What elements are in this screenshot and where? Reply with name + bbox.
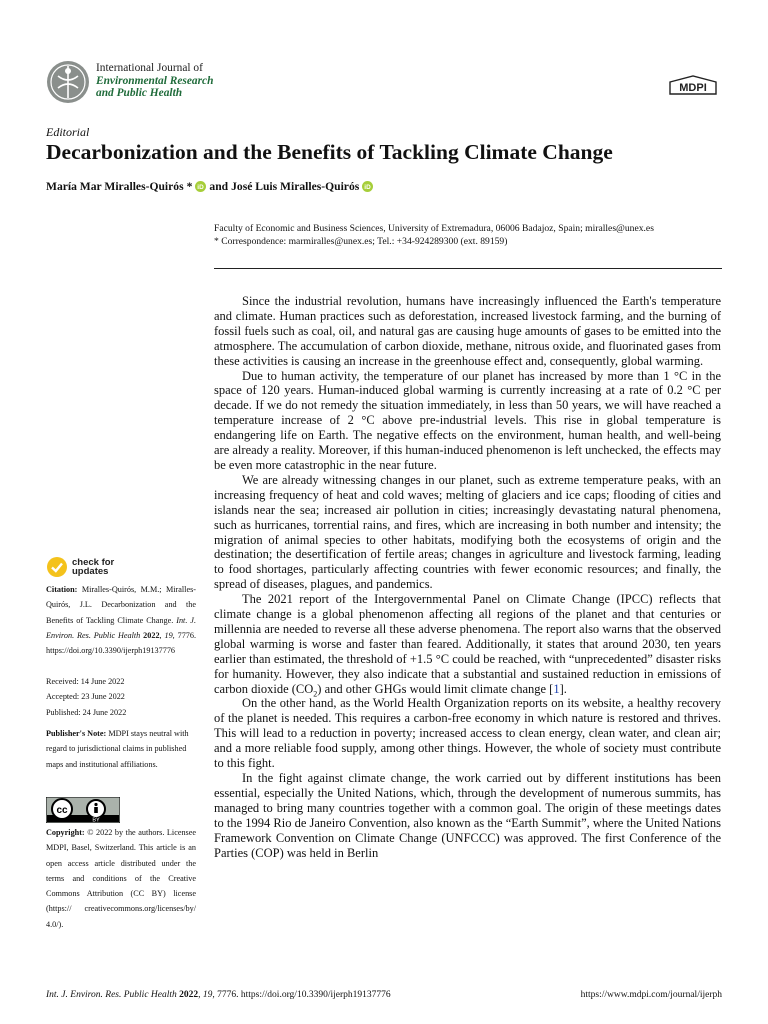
footer-doi[interactable]: , 7776. https://doi.org/10.3390/ijerph19137776 [212,990,391,1000]
corresponding-mark: * [186,180,193,193]
citation-doi[interactable]: , 7776. https://doi.org/10.3390/ijerph19137776 [46,630,197,656]
pubnote-text: MDPI stays neutral with regard to jurisdictional claims in published maps and institutional affiliations. [46,729,189,769]
correspondence: * Correspondence: marmiralles@unex.es; Tel.: +34-924289300 (ext. 89159) [214,236,508,247]
mdpi-logo-text: MDPI [679,82,707,94]
dates-block [46,674,196,720]
copyright-block [46,825,196,932]
citation-year: 2022 [143,630,160,640]
accepted-date: Accepted: 23 June 2022 [46,692,125,702]
published-date: Published: 24 June 2022 [46,707,127,717]
author-1[interactable]: María Mar Miralles-Quirós [46,180,184,193]
copyright-text: © 2022 by the authors. Licensee MDPI, Basel, Switzerland. This article is an open access article distributed under the terms and conditions of the Creative Commons Attribution (CC BY) license (https:// creativecommons.org/licenses/by/ 4.0/). [46,828,197,929]
check-updates-icon [46,556,68,578]
author-list [46,180,373,193]
journal-line3: and Public Health [96,87,183,99]
article-body [214,294,721,860]
paragraph: We are already witnessing changes in our planet, such as extreme temperature peaks, with an increasing frequency of heat and cold waves; melting of glaciers and ice caps; flooding of cities and islands near the sea; increased air pollution in cities; increasingly devastating natural phenomena, such as hurricanes, torrential rains, and fires, which are increasing in both number and intensity; the migration of animal species to other habitats, modifying both the ecosystems of origin and the destination; the desertification of fertile areas; changes in agriculture and livestock farming, leading to food shortages, particularly affecting countries with fewer economic resources; and finally, the spread of diseases, plagues, and pandemics. [214,472,721,592]
paragraph: In the fight against climate change, the work carried out by different institutions has been essential, especially the United Nations, which, through the development of numerous summits, has managed to bring many countries together with a common goal. The origin of these meetings dates to the 1994 Rio de Janeiro Convention, also known as the “Earth Summit”, where the United Nations Framework Convention on Climate Change (UNFCCC) was approved. The first Conference of the Parties (COP) was held in Berlin [214,771,721,860]
paragraph-text: ) and other GHGs would limit climate change [ [317,681,554,696]
journal-line1: International Journal of [96,62,203,74]
orcid-icon[interactable] [362,181,373,192]
author-2[interactable]: José Luis Miralles-Quirós [231,180,360,193]
citation-block: Citation: Miralles-Quirós, M.M.; Miralles-Quirós, J.L. Decarbonization and the Benefits of Tackling Climate Change. Int. J. Environ. Res. Public Health 2022, 19, 7776. https://doi.org/10.3390/ijerph19137776 [46,585,197,656]
footer-citation: Int. J. Environ. Res. Public Health 2022, 19, 7776. https://doi.org/10.3390/ijerph19137776 [46,990,391,1000]
publisher-note [46,726,196,772]
orcid-icon[interactable] [195,181,206,192]
citation-volume: 19 [164,630,173,640]
check-for-updates-badge[interactable] [46,556,114,578]
check-label-2: updates [72,566,109,577]
subscript: 2 [313,689,318,699]
footer-journal-url[interactable]: https://www.mdpi.com/journal/ijerph [580,990,722,1000]
cc-by-license-badge[interactable] [46,797,120,823]
journal-line2: Environmental Research [96,74,214,87]
footer-year: 2022 [179,990,199,1000]
paragraph-text: The 2021 report of the Intergovernmental Panel on Climate Change (IPCC) reflects that climate change is a global phenomenon affecting all regions of the planet and that centuries or millennia are needed to reverse all these adverse phenomena. The report also warns that the observed global warming is worse and faster than feared. Additionally, it states that around 2030, ten years earlier than estimated, the threshold of +1.5 °C could be reached, with “unprecedented” disaster risks for humanity. However, they also indicate that a substantial and sustained reduction in emissions of carbon dioxide (CO [214,592,721,696]
pubnote-label: Publisher's Note: [46,729,107,738]
journal-logo [46,60,90,104]
check-label-1: check for [72,556,115,568]
citation-text: Miralles-Quirós, M.M.; Miralles-Quirós, J.L. Decarbonization and the Benefits of Tackling Climate Change. [46,585,196,625]
reference-link[interactable]: 1 [553,681,560,696]
svg-text:cc: cc [56,805,68,816]
affiliations [214,222,724,248]
paragraph: On the other hand, as the World Health Organization reports on its website, a healthy recovery of the planet is needed. This requires a carbon-free economy in which nature is restored and thrives. This will lead to a reduction in poverty; increased access to clean energy, clean water, and clean air; and a more reliable food supply, among other things. However, the whole of society must contribute to this fight. [214,696,721,771]
article-title: Decarbonization and the Benefits of Tackling Climate Change [46,140,613,164]
paragraph: Due to human activity, the temperature of our planet has increased by more than 1 °C in the space of 120 years. Human-induced global warming is currently increasing at a rate of 0.2 °C per decade. If we do not remedy the situation immediately, in less than 50 years, we will have reached a temperature increase of 2 °C above pre-industrial levels. This rise in global temperature is endangering life on Earth. The negative effects on the environment, human health, and well-being are already a reality. Moreover, if this human-induced phenomenon is left unchecked, the effects may be even more catastrophic in the near future. [214,368,721,472]
svg-text:iD: iD [197,183,205,191]
citation-journal: Int. J. Environ. Res. Public Health [46,615,196,640]
header-divider [214,268,722,269]
citation-label: Citation: [46,585,78,594]
affiliation: Faculty of Economic and Business Sciences, University of Extremadura, 06006 Badajoz, Spain; miralles@unex.es [214,223,654,234]
paragraph-text: ]. [559,681,567,696]
article-type: Editorial [46,125,90,139]
author-conjunction: and [209,180,229,193]
copyright-label: Copyright: [46,828,85,837]
paragraph [214,592,721,699]
received-date: Received: 14 June 2022 [46,677,125,686]
footer-volume: 19 [202,990,213,1000]
cc-badge-label: BY [92,817,100,823]
paragraph: Since the industrial revolution, humans have increasingly influenced the Earth's temperature and climate. Human practices such as deforestation, increased livestock farming, and the burning of fossil fuels such as coal, oil, and natural gas are causing huge amounts of gases to be emitted into the atmosphere. The accumulation of carbon dioxide, methane, nitrous oxide, and fluorinated gases from these activities is causing an increase in the greenhouse effect and, consequently, global warming. [214,294,721,368]
footer-journal: Int. J. Environ. Res. Public Health [46,990,177,1000]
mdpi-logo [666,74,720,96]
journal-name [96,62,213,100]
svg-text:iD: iD [364,183,371,191]
